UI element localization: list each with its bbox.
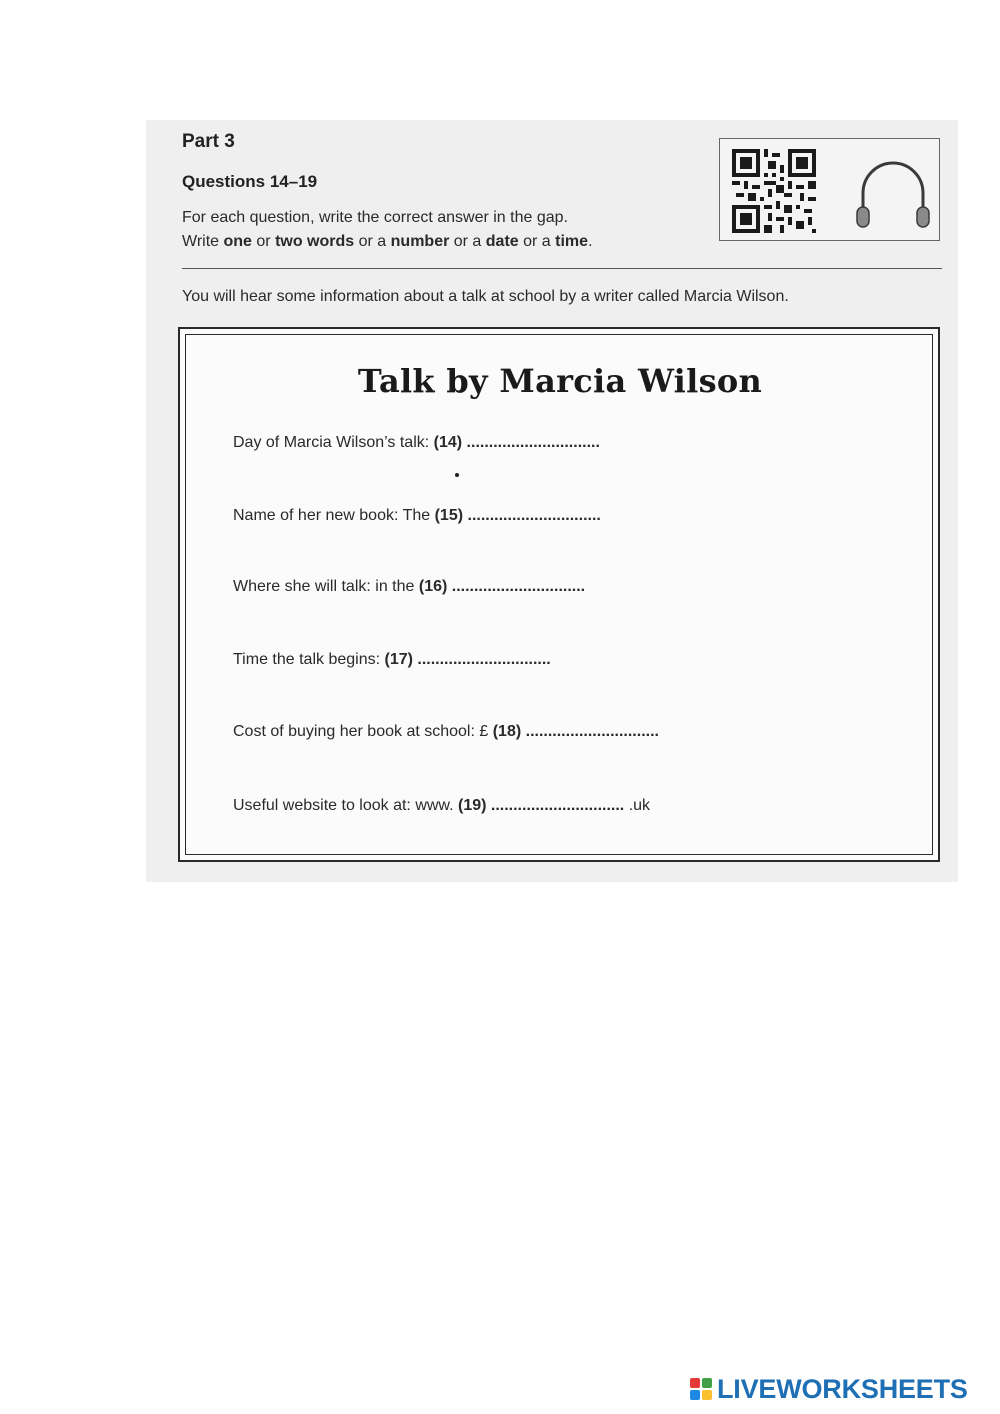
form-item-17: Time the talk begins: (17) ..............................: [233, 651, 551, 668]
answer-blank-16[interactable]: ..............................: [447, 578, 586, 595]
instruction-line-1: For each question, write the correct answer in the gap.: [182, 209, 568, 226]
brand-square-1: [690, 1378, 700, 1388]
form-item-15: Name of her new book: The (15) ..............................: [233, 507, 601, 524]
brand-name: LIVEWORKSHEETS: [717, 1373, 968, 1404]
questions-heading: Questions 14–19: [182, 172, 318, 191]
answer-blank-17[interactable]: ..............................: [412, 651, 551, 668]
qr-code-icon[interactable]: [732, 149, 816, 233]
brand-square-4: [702, 1390, 712, 1400]
intro-text: You will hear some information about a talk at school by a writer called Marcia Wilson.: [182, 288, 789, 305]
part-title: Part 3: [182, 131, 235, 152]
audio-box: [719, 138, 940, 241]
instruction-line-2: Write one or two words or a number or a date or a time.: [182, 233, 593, 250]
brand-square-3: [690, 1390, 700, 1400]
answer-blank-19[interactable]: ..............................: [486, 797, 625, 814]
divider-rule: [182, 268, 942, 269]
form-item-16: Where she will talk: in the (16) ..............................: [233, 578, 586, 595]
answer-blank-15[interactable]: ..............................: [463, 507, 601, 524]
stray-dot: [455, 473, 459, 477]
brand-square-2: [702, 1378, 712, 1388]
answer-blank-18[interactable]: ..............................: [521, 723, 659, 740]
form-item-14: Day of Marcia Wilson’s talk: (14) ..............................: [233, 434, 600, 451]
form-item-19: Useful website to look at: www. (19) .............................. .uk: [233, 797, 651, 814]
headphones-icon[interactable]: [854, 153, 932, 229]
answer-blank-14[interactable]: ..............................: [462, 434, 600, 451]
brand-grid-icon: [690, 1378, 712, 1400]
liveworksheets-logo[interactable]: [690, 1374, 968, 1404]
form-title: Talk by Marcia Wilson: [357, 362, 763, 400]
form-item-18: Cost of buying her book at school: £ (18) ..............................: [233, 723, 659, 740]
